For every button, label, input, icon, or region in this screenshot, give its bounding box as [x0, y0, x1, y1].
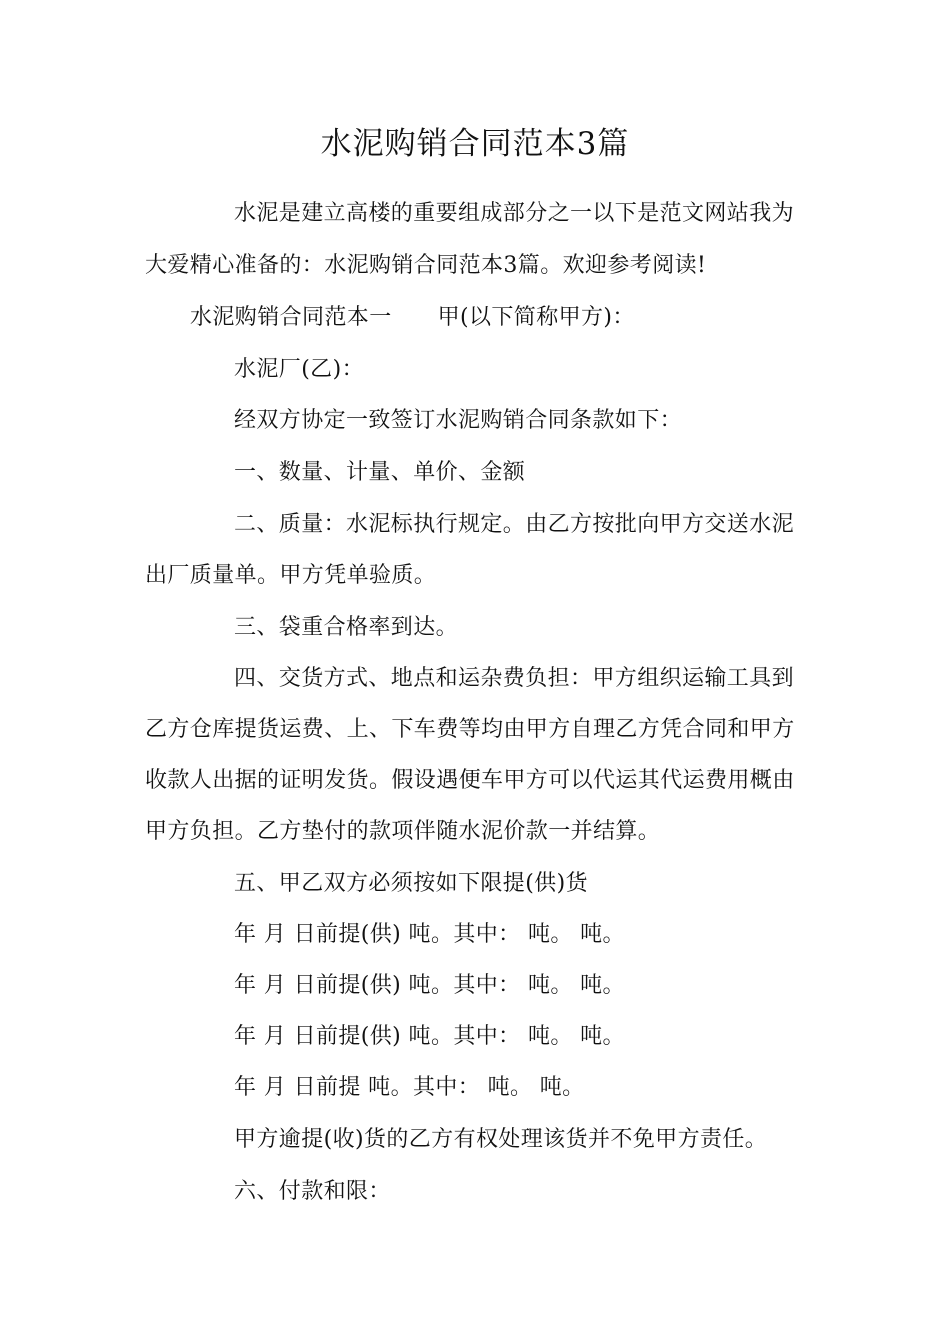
- schedule-line: 年 月 日前提(供) 吨。其中： 吨。 吨。: [234, 973, 625, 998]
- schedule-line: 年 月 日前提(供) 吨。其中： 吨。 吨。: [234, 1024, 625, 1049]
- clause-4-line-2: 乙方仓库提货运费、上、下车费等均由甲方自理乙方凭合同和甲方: [145, 717, 795, 742]
- schedule-line: 年 月 日前提 吨。其中： 吨。 吨。: [234, 1075, 585, 1100]
- agreement-statement: 经双方协定一致签订水泥购销合同条款如下：: [234, 408, 683, 433]
- clause-2-line-1: 二、质量：水泥标执行规定。由乙方按批向甲方交送水泥: [234, 512, 795, 537]
- late-pickup-clause: 甲方逾提(收)货的乙方有权处理该货并不免甲方责任。: [234, 1127, 768, 1152]
- intro-line-2: 大爱精心准备的：水泥购销合同范本3篇。欢迎参考阅读!: [145, 253, 707, 278]
- party-b-label: 水泥厂(乙)：: [234, 357, 364, 382]
- intro-line-1: 水泥是建立高楼的重要组成部分之一以下是范文网站我为: [234, 201, 795, 226]
- clause-6: 六、付款和限：: [234, 1179, 391, 1204]
- party-a-label: 甲(以下简称甲方)：: [437, 305, 635, 330]
- clause-1: 一、数量、计量、单价、金额: [234, 460, 526, 485]
- clause-2-line-2: 出厂质量单。甲方凭单验质。: [145, 563, 437, 588]
- clause-4-line-4: 甲方负担。乙方垫付的款项伴随水泥价款一并结算。: [145, 819, 661, 844]
- clause-4-line-1: 四、交货方式、地点和运杂费负担：甲方组织运输工具到: [234, 666, 795, 691]
- document-title: 水泥购销合同范本3篇: [320, 126, 630, 162]
- clause-5: 五、甲乙双方必须按如下限提(供)货: [234, 871, 588, 896]
- clause-3: 三、袋重合格率到达。: [234, 615, 459, 640]
- schedule-line: 年 月 日前提(供) 吨。其中： 吨。 吨。: [234, 922, 625, 947]
- clause-4-line-3: 收款人出据的证明发货。假设遇便车甲方可以代运其代运费用概由: [145, 768, 795, 793]
- section-heading: 水泥购销合同范本一: [190, 305, 392, 330]
- section-heading-row: [190, 303, 635, 333]
